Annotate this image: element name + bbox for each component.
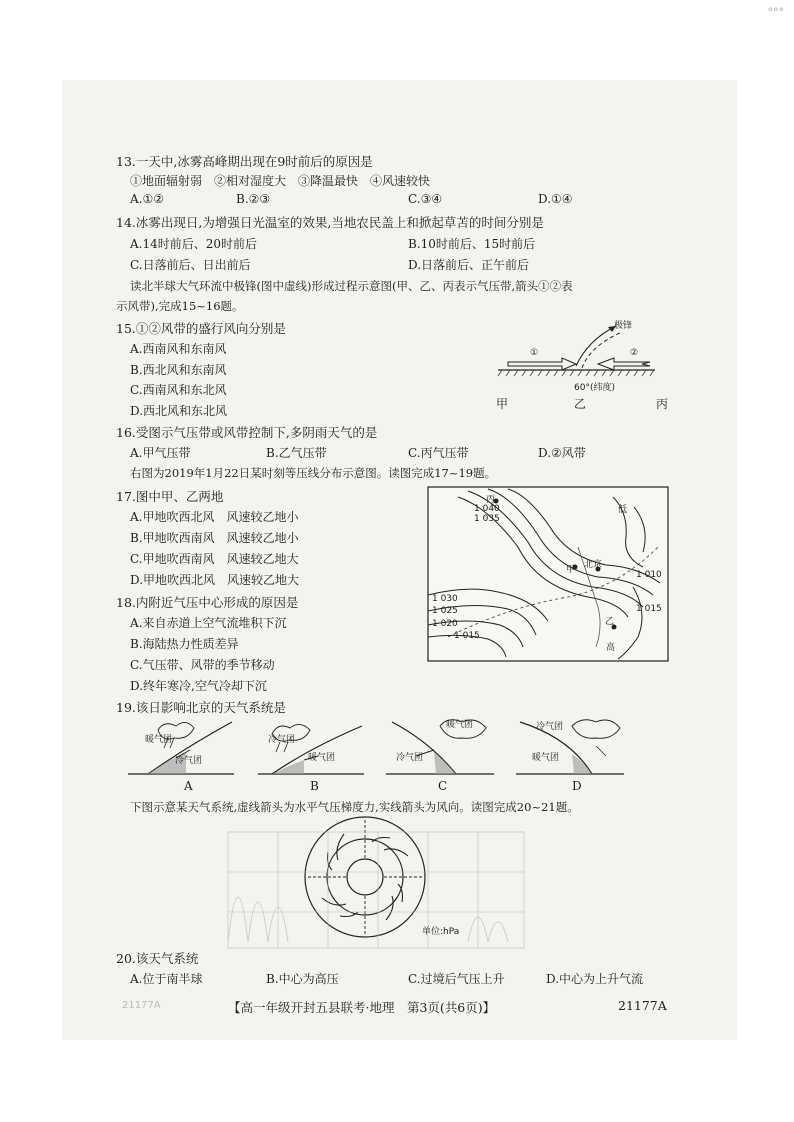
- diagram-label-d: D: [572, 779, 582, 793]
- latitude-label: 60°(纬度): [574, 383, 615, 393]
- q13-option-c: C.③④: [408, 192, 443, 206]
- map-yi: 乙: [605, 617, 615, 627]
- q13-option-d: D.①④: [538, 192, 573, 206]
- map-1015-b: 1 015: [636, 604, 662, 614]
- intro-15-line1: 读北半球大气环流中极锋(图中虚线)形成过程示意图(甲、乙、丙表示气压带,箭头①②表: [130, 279, 573, 293]
- map-beijing: 北京: [584, 560, 603, 570]
- intro-20: 下图示意某天气系统,虚线箭头为水平气压梯度力,实线箭头为风向。读图完成20~21题。: [130, 800, 579, 814]
- front-diagram-d: [516, 716, 626, 778]
- q16-option-c: C.丙气压带: [408, 446, 469, 460]
- q16-option-d: D.②风带: [538, 446, 586, 460]
- front-diagram-b: [258, 716, 366, 778]
- diagram-d-cold: 冷气团: [536, 722, 564, 732]
- q20-option-c: C.过境后气压上升: [408, 972, 505, 986]
- q20-option-d: D.中心为上升气流: [546, 972, 644, 986]
- map-1040: 1 040: [474, 504, 500, 514]
- intro-17: 右图为2019年1月22日某时刻等压线分布示意图。读图完成17~19题。: [130, 466, 497, 480]
- map-1015-a: 1 015: [454, 631, 480, 641]
- q18-option-a: A.来自赤道上空气流堆积下沉: [130, 616, 287, 630]
- q16-stem: 16.受图示气压带或风带控制下,多阴雨天气的是: [116, 425, 378, 440]
- diagram-label-b: B: [310, 779, 319, 793]
- front-label: 极锋: [614, 321, 633, 331]
- map-1010: 1 010: [636, 570, 662, 580]
- front-diagram-c: [386, 716, 496, 778]
- footer-title: 【高一年级开封五县联考·地理 第3页(共6页)】: [228, 1000, 496, 1015]
- arrow-2-label: ②: [630, 348, 639, 358]
- diagram-c-warm: 暖气团: [446, 720, 474, 730]
- q19-stem: 19.该日影响北京的天气系统是: [116, 700, 286, 715]
- arrow-1-label: ①: [530, 348, 539, 358]
- diagram-d-warm: 暖气团: [532, 753, 560, 763]
- q14-stem: 14.冰雾出现日,为增强日光温室的效果,当地农民盖上和掀起草苫的时间分别是: [116, 215, 544, 230]
- q13-stem: 13.一天中,冰雾高峰期出现在9时前后的原因是: [116, 154, 373, 169]
- q15-option-c: C.西南风和东北风: [130, 383, 227, 397]
- corner-mark: °°°: [767, 6, 784, 19]
- q15-option-d: D.西北风和东北风: [130, 404, 228, 418]
- q18-stem: 18.内附近气压中心形成的原因是: [116, 595, 299, 610]
- diagram-label-c: C: [438, 779, 448, 793]
- q15-stem: 15.①②风带的盛行风向分别是: [116, 321, 286, 336]
- q17-stem: 17.图中甲、乙两地: [116, 489, 224, 504]
- intro-15-line2: 示风带),完成15~16题。: [116, 299, 244, 313]
- q15-option-b: B.西北风和东南风: [130, 363, 227, 377]
- front-yi: 乙: [574, 397, 587, 411]
- q14-option-b: B.10时前后、15时前后: [408, 237, 536, 251]
- q20-stem: 20.该天气系统: [116, 951, 199, 966]
- system-unit: 单位:hPa: [422, 927, 460, 937]
- map-low: 低: [618, 505, 628, 515]
- diagram-c-cold: 冷气团: [396, 753, 424, 763]
- diagram-label-a: A: [184, 779, 193, 793]
- q16-option-b: B.乙气压带: [266, 446, 327, 460]
- q13-items: ①地面辐射弱 ②相对湿度大 ③降温最快 ④风速较快: [130, 174, 431, 188]
- front-bing: 丙: [656, 397, 669, 411]
- q20-option-a: A.位于南半球: [130, 972, 203, 986]
- q15-option-a: A.西南风和东南风: [130, 342, 227, 356]
- diagram-a-cold: 冷气团: [175, 756, 203, 766]
- front-diagram-a: [128, 716, 236, 778]
- map-1025: 1 025: [432, 606, 458, 616]
- background-grid: [228, 832, 526, 950]
- q13-option-a: A.①②: [130, 192, 164, 206]
- q16-option-a: A.甲气压带: [130, 446, 191, 460]
- q20-option-b: B.中心为高压: [266, 972, 339, 986]
- q17-option-a: A.甲地吹西北风 风速较乙地小: [130, 510, 299, 524]
- map-1035: 1 035: [474, 514, 500, 524]
- q18-option-d: D.终年寒冷,空气冷却下沉: [130, 679, 267, 693]
- q17-option-b: B.甲地吹西南风 风速较乙地小: [130, 531, 299, 545]
- q17-option-c: C.甲地吹西南风 风速较乙地大: [130, 552, 299, 566]
- map-bing: 丙: [486, 495, 496, 505]
- footer-code: 21177A: [618, 998, 667, 1013]
- diagram-b-warm: 暖气团: [308, 753, 336, 763]
- diagram-a-warm: 暖气团: [145, 735, 173, 745]
- map-high: 高: [606, 643, 616, 653]
- q18-option-b: B.海陆热力性质差异: [130, 637, 239, 651]
- map-1030: 1 030: [432, 594, 458, 604]
- q14-option-d: D.日落前后、正午前后: [408, 258, 530, 272]
- map-jia: 甲: [566, 565, 576, 575]
- footer-left-code: 21177A: [122, 1000, 161, 1011]
- diagram-b-cold: 冷气团: [268, 735, 296, 745]
- q14-option-c: C.日落前后、日出前后: [130, 258, 251, 272]
- map-1020: 1 020: [432, 619, 458, 629]
- front-jia: 甲: [496, 397, 509, 411]
- q13-option-b: B.②③: [236, 192, 271, 206]
- q18-option-c: C.气压带、风带的季节移动: [130, 658, 275, 672]
- q14-option-a: A.14时前后、20时前后: [130, 237, 258, 251]
- q17-option-d: D.甲地吹西北风 风速较乙地大: [130, 573, 300, 587]
